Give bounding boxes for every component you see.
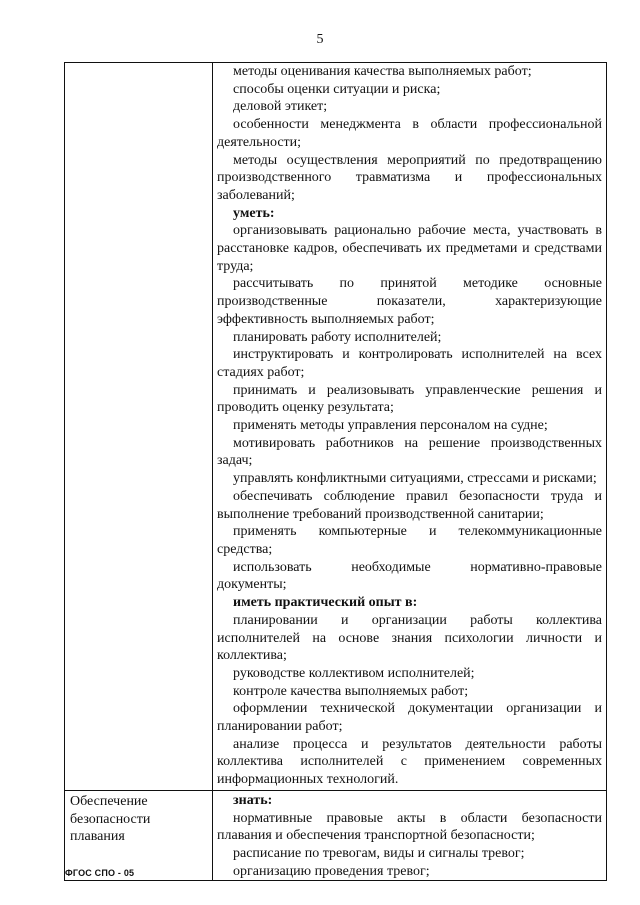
requirement-item: способы оценки ситуации и риска;	[233, 81, 441, 97]
requirement-item: методы оценивания качества выполняемых работ;	[233, 64, 532, 79]
requirement-item: планировании и организации работы коллектива исполнителей на основе знания психологии личности и коллектива;	[217, 612, 602, 664]
requirement-item: нормативные правовые акты в области безопасности плавания и обеспечения транспортной безопасности;	[217, 810, 602, 844]
requirements-cell	[213, 63, 607, 791]
requirement-item: рассчитывать по принятой методике основные производственные показатели, характеризующие эффективность выполняемых работ;	[217, 276, 602, 327]
requirement-item: методы осуществления мероприятий по предотвращению производственного травматизма и профессиональных заболеваний;	[217, 152, 602, 203]
requirement-heading: знать:	[233, 792, 273, 808]
requirement-item: применять компьютерные и телекоммуникационные средства;	[217, 524, 602, 557]
requirement-item: расписание по тревогам, виды и сигналы тревог;	[233, 845, 525, 861]
requirement-item: мотивировать работников на решение производственных задач;	[217, 435, 602, 469]
requirement-item: особенности менеджмента в области профессиональной деятельности;	[217, 117, 602, 150]
requirement-item: планировать работу исполнителей;	[233, 329, 442, 345]
requirement-heading: уметь:	[233, 205, 275, 221]
requirement-item: оформлении технической документации организации и планировании работ;	[217, 701, 602, 735]
requirement-item: использовать необходимые нормативно-правовые документы;	[217, 559, 602, 593]
requirements-cell	[213, 790, 607, 881]
requirement-item: применять методы управления персоналом на судне;	[233, 418, 548, 434]
requirement-item: контроле качества выполняемых работ;	[233, 683, 469, 699]
table-row	[65, 790, 607, 881]
requirement-item: организацию проведения тревог;	[233, 863, 430, 879]
requirement-item: принимать и реализовывать управленческие решения и проводить оценку результата;	[217, 382, 602, 416]
requirement-heading: иметь практический опыт в:	[233, 595, 418, 611]
section-title-cell	[65, 63, 213, 791]
requirement-item: деловой этикет;	[233, 99, 328, 115]
requirement-item: анализе процесса и результатов деятельности работы коллектива исполнителей с применением современных информационных технологий.	[217, 736, 602, 788]
competency-table	[64, 62, 607, 881]
requirement-item: управлять конфликтными ситуациями, стрессами и рисками;	[233, 471, 597, 487]
section-title: Обеспечение безопасности плавания	[70, 793, 151, 845]
requirement-item: инструктировать и контролировать исполнителей на всех стадиях работ;	[217, 347, 602, 380]
footer-code: ФГОС СПО - 05	[65, 868, 135, 878]
requirement-item: обеспечивать соблюдение правил безопасности труда и выполнение требований производственной санитарии;	[217, 488, 602, 522]
table-row	[65, 63, 607, 791]
page-number: 5	[316, 32, 324, 47]
requirement-item: руководстве коллективом исполнителей;	[233, 665, 475, 681]
requirement-item: организовывать рационально рабочие места, участвовать в расстановке кадров, обеспечивать их предметами и средствами труда;	[217, 223, 602, 274]
